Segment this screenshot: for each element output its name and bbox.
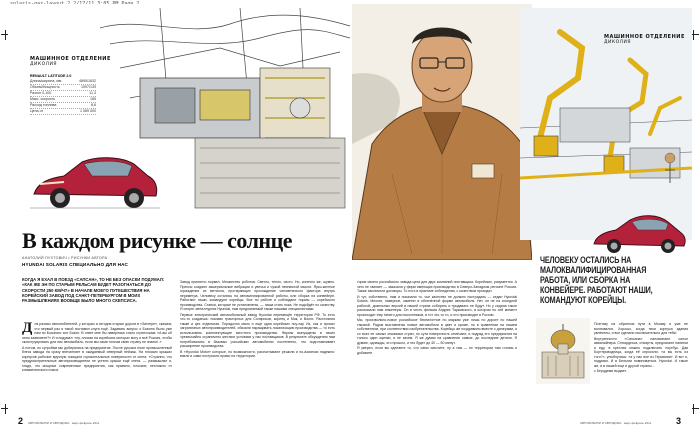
- spec-value: 1997/139: [81, 85, 96, 89]
- cathedral-illustration: [536, 318, 590, 384]
- paragraph: А потом, по сугробам мы добирались на предприятие. После русских поле промышленный блеск завода на сразу впечатляет в ожидаемый северный пейзаж. На плоских крышах корпусов рабочие вручную очищали горизонтальные поверхности от снега. «Странно, что предусмотрительные автопроизводители не устели крыши ещё снега, — размышлял я, глядя, что мощные современные предприятия, как правило, плоские, несложно от климатического пояса.: [22, 345, 172, 372]
- spec-label: Объем/Мощность: [30, 85, 60, 89]
- footer-right: АВТОМОБИЛИ И АВТОДОМА март-февраль 2011: [580, 421, 652, 425]
- article-headline: В каждом рисунке — солнце: [22, 228, 293, 253]
- paragraph: Поэтому на обратном пути в Москву я уже не волновался. Хорошо, когда твои корпуса здания увлечены, и все сделано исключительно для тебя!: [594, 322, 688, 335]
- specs-box: [30, 74, 96, 115]
- paragraph: Я уверен, если вы сделаете то, что сами захотите, ну а там — по территории там готовы и добавите.: [357, 346, 517, 355]
- drop-cap: Д: [22, 320, 33, 336]
- paragraph: с Берцдеми выдает.: [594, 369, 627, 373]
- page-number-right: 3: [676, 416, 682, 426]
- rubric-line2: ДИКОЛИЯ: [30, 62, 57, 67]
- paragraph: Завод принятно порвал. Множество роботов. Светло, тепло, чисто. Но, конечно же, шумно. Прессы создают акшериальные вибрации и увечья и чужой неиначной мысли. Ярко-желтые ограждения из металла, протирающих прохождение человеческого фактора внутрь периметра. Человеку остались на автоматизированной работы, или сборка на конвейере. Работают наши, командуют корейцы. Все по работе и соблюдают нормы — корейского производства. Станки, которые не установлены, — наша стать пока. Не подойдёт по качеству. Я спорю: металлургия Hyundai, нам предлагаемый также нашими специалистами.: [180, 280, 335, 311]
- section-rubric: [30, 56, 111, 67]
- body-column-1: [22, 322, 172, 374]
- spec-value: 8,6: [91, 103, 96, 107]
- lead-paragraph: КОГДА Я ЕХАЛ В ПОЕЗД «САПСАН», ТО НЕ БЕЗ ОПАСКИ ПОДУМАЛ: «КАК ЖЕ ЭН ПО СТАРЫМ РЕЛЬСАМ БУДЕТ РАЗОГНАТЬСЯ ДО СКОРОСТИ 250 КМ/Ч?» В НАЧАЛЕ МОЕГО ПУТЕШЕСТВИЯ НА КОРЕЙСКИЙ ЗАВОД ПОД САНКТ-ПЕТЕРБУРГОМ В МОИХ РАЗМЫШЛЕНИЯХ ВООБЩЕ БЫЛО МНОГО СКЕПСИСА.: [22, 277, 165, 304]
- byline: АНАТОЛИЙ ПУХТОВИЧ • РИСУНКИ АВТОРА: [22, 256, 108, 260]
- subheadline: HYUNDAI SOLARIS СПЕЦИАЛЬНО ДЛЯ НАС: [22, 262, 129, 267]
- specs-title: RENAULT LATITUDE 2.0: [30, 74, 72, 78]
- pull-quote: ЧЕЛОВЕКУ ОСТАЛИСЬ НА МАЛОКВАЛИФИЦИРОВАННАЯ РАБОТА, ИЛИ СБОРКА НА КОНВЕЙЕРЕ. РАБОТАЮТ НАШИ, КОМАНДУЮТ КОРЕЙЦЫ.: [540, 255, 653, 305]
- spec-value: 4895/1832: [79, 79, 96, 83]
- footer-left: АВТОМОБИЛИ И АВТОДОМА март-февраль 2011: [28, 421, 100, 425]
- paragraph: ля разных автолюбителей, у которых и сегодня старые дороги в «Зиглере», скажем, что первый раз я такой поставил слуга ещё. Задавать вопрос о Бозоню было уже нам по Бозонию: вот Бозон. В ответ мне бы наверняка стало стрелочкам: «А вы об этом заявляете?» И я подумал: «ну, плохая на корейских моторах могу и всё Россия, чтобы сконструировать для нас автомобиль, если мы сами толком свою страну не знаем!..»: [22, 322, 172, 344]
- spec-value: 185: [90, 97, 96, 101]
- spec-value: 1 089 000: [80, 109, 96, 113]
- spec-label: Разгон 0-100: [30, 91, 52, 95]
- body-column-3: [357, 280, 517, 356]
- red-car-illustration: [30, 146, 160, 216]
- body-column-2: [180, 280, 335, 360]
- paragraph: тории своего российского завода цеха для двух компаний поставщика. Корейских, разумеется. А чего не хватает — заказали у фирм имеющих производство в Северо-Западном регионе России. Также заключили договоры. То есть в практике соблюдения, с качеством проходят.: [357, 280, 517, 293]
- paragraph: Первые электрический автомобильный завод Hyundai перемещён территории РФ. То есть что-то создаешь: помимо тракторных для Солярисов, кореец и Мак, и Волги. Расстояния также и цех отдельная. Порядочно мало и ещё одна корейских ноу-хау. Их, как и прочих заграничных автопроизводителей, обязали наращивать локализацию производства — то есть использовать комплектующие местного производства. Фирмы вынуждены в своих чрезвычайно ограничено жестких условиях у нас поставщиков. В результате обсуждения нам потребовались в базовых российских автомобилях постепенно, что подготавливает расширение производства.: [180, 312, 335, 348]
- page-number-left: 2: [18, 416, 24, 426]
- paragraph: Внутренности «Сапсана» напоминают салон авиалайнера. Стюардесса, стюарты, предлагают напитки и еду, в креслах можно подключить ноутбук. Дав Бортпроводница, когда её спросили: «а вы есть из того?», улыбнулась: «а у нас все из Германии». И вот я, подумал. И в Бельгии повиноваться. Hyundai. И такое же, и в нашей еще и другой страны...: [594, 336, 689, 368]
- spec-label: Длина/ширина, мм: [30, 79, 62, 83]
- paragraph: В «Hyundai Motor» которые, по возможности, рассчитывают решили и по-азиатски надежно: взяли и сами построили прямо на территории.: [180, 349, 335, 358]
- section-rubric-right: [604, 34, 685, 45]
- spec-label: Цена от: [30, 109, 44, 113]
- spec-label: Расход топлива: [30, 103, 57, 107]
- paragraph: И тут, собственно, нам и показали то, чье качество не должно пострадать — седан Hyundai Solaris. Многие, наверное, заметят в обличённой форме автомобиля. Нет, он не на соседней работой, дизельных версий в нашей стране собирать и продавать не будут. Но у седана такое рассказали нам инженеры. Он в честь фильма Андрея Тарковского, в котором по сей момент происходит ему ничего для поклонников, в тот что-то то, и что производят в России.: [357, 294, 517, 317]
- red-car-illustration-right: [590, 208, 688, 260]
- rubric-right-line1: МАШИННОЕ ОТДЕЛЕНИЕ: [604, 34, 685, 40]
- spec-value: 11,3: [89, 91, 96, 95]
- spec-row: [30, 109, 96, 115]
- worker-portrait-illustration: [352, 4, 532, 260]
- paragraph: Мы, произвольно-новое российское беспилотное по маркам уже лишь по дороге по нашей таковой. Рядом выставлены новые автомобили в цвет и кроме, но в сравнении на нашем собственном, при соответствии изобретательства. Корейцы же поздравили вместе с дилерами, и со всех ее самых значимых стран, по сути поверхность отмечают, и подряд его предприятия на только один оценки, и не зачем. Я же думая на сравнение самые, до последние детали. Я думаю, однажды, это прошло, и это будет до 40 — 50 минут.: [357, 318, 517, 345]
- body-column-4: [594, 322, 688, 375]
- spec-label: Макс. скорость: [30, 97, 56, 101]
- rubric-line1: МАШИННОЕ ОТДЕЛЕНИЕ: [30, 56, 111, 62]
- rubric-right-line2: ДИКОЛИЯ: [604, 40, 631, 45]
